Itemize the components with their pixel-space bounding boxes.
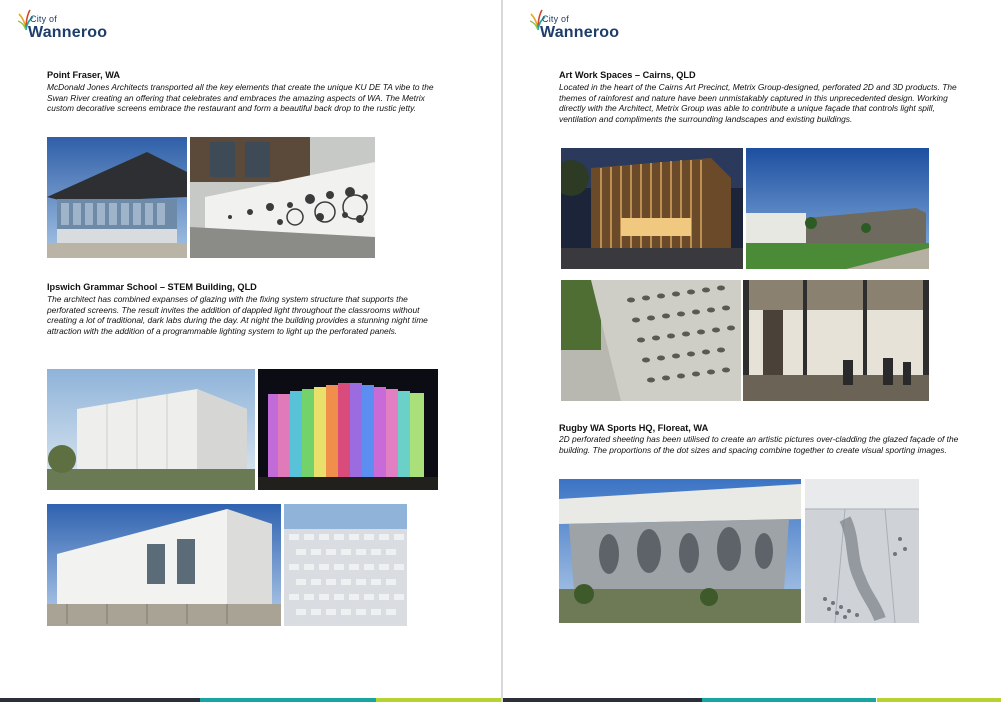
- logo-name-text: Wanneroo: [28, 24, 108, 41]
- logo-city-text: City of: [30, 14, 57, 24]
- section-body-cairns: Located in the heart of the Cairns Art Precinct, Metrix Group-designed, perforated 2D and 3D products. The themes of rainforest and nature have been unmistakably captured in this unprecedented design. Working directly with the Architect, Metrix Group was able to contribute a unique façade that controls light spill, ventilation and compliments the surrounding landscapes and existing buildings.: [559, 82, 957, 124]
- photo-rugby-detail: [805, 479, 919, 623]
- section-title-cairns: Art Work Spaces – Cairns, QLD: [559, 70, 696, 80]
- photo-point-fraser-screen: [190, 137, 375, 258]
- photo-point-fraser-pavilion: [47, 137, 187, 258]
- photo-ipswich-side: [47, 504, 281, 626]
- city-of-wanneroo-logo: [530, 8, 640, 44]
- logo-city-text: City of: [542, 14, 569, 24]
- photo-ipswich-night: [258, 369, 438, 490]
- section-body-ipswich: The architect has combined expanses of glazing with the fixing system structure that supports the perforated screens. The result invites the addition of dappled light throughout the classrooms without creating a lot of traditional, dark labs during the day. At night the building provides a stunning night time attraction with the addition of a programmable lighting system to light up the perforated panels.: [47, 294, 428, 336]
- city-of-wanneroo-logo: [18, 8, 128, 44]
- footer-band-right: [503, 698, 1001, 702]
- section-title-point-fraser: Point Fraser, WA: [47, 70, 121, 80]
- photo-cairns-interior: [743, 280, 929, 401]
- right-page: [503, 0, 1001, 702]
- section-body-point-fraser: McDonald Jones Architects transported all the key elements that create the unique KU DE TA vibe to the Swan River creating an offering that celebrates and embraces the amazing aspects of WA. The Metrix custom decorative screens embrace the restaurant and form a beautiful back drop to the rustic jetty.: [47, 82, 434, 113]
- photo-cairns-night: [561, 148, 743, 269]
- photo-ipswich-pattern: [284, 504, 407, 626]
- footer-band-left: [0, 698, 501, 702]
- photo-ipswich-day: [47, 369, 255, 490]
- photo-cairns-perforated-wall: [561, 280, 741, 401]
- logo-name-text: Wanneroo: [540, 24, 620, 41]
- photo-cairns-day: [746, 148, 929, 269]
- section-title-ipswich: Ipswich Grammar School – STEM Building, QLD: [47, 282, 257, 292]
- section-body-rugby: 2D perforated sheeting has been utilised to create an artistic pictures over-cladding the glazed façade of the building. The proportions of the dot sizes and spacing combine together to create visual sporting images.: [559, 434, 959, 455]
- photo-rugby-building: [559, 479, 801, 623]
- section-title-rugby: Rugby WA Sports HQ, Floreat, WA: [559, 423, 709, 433]
